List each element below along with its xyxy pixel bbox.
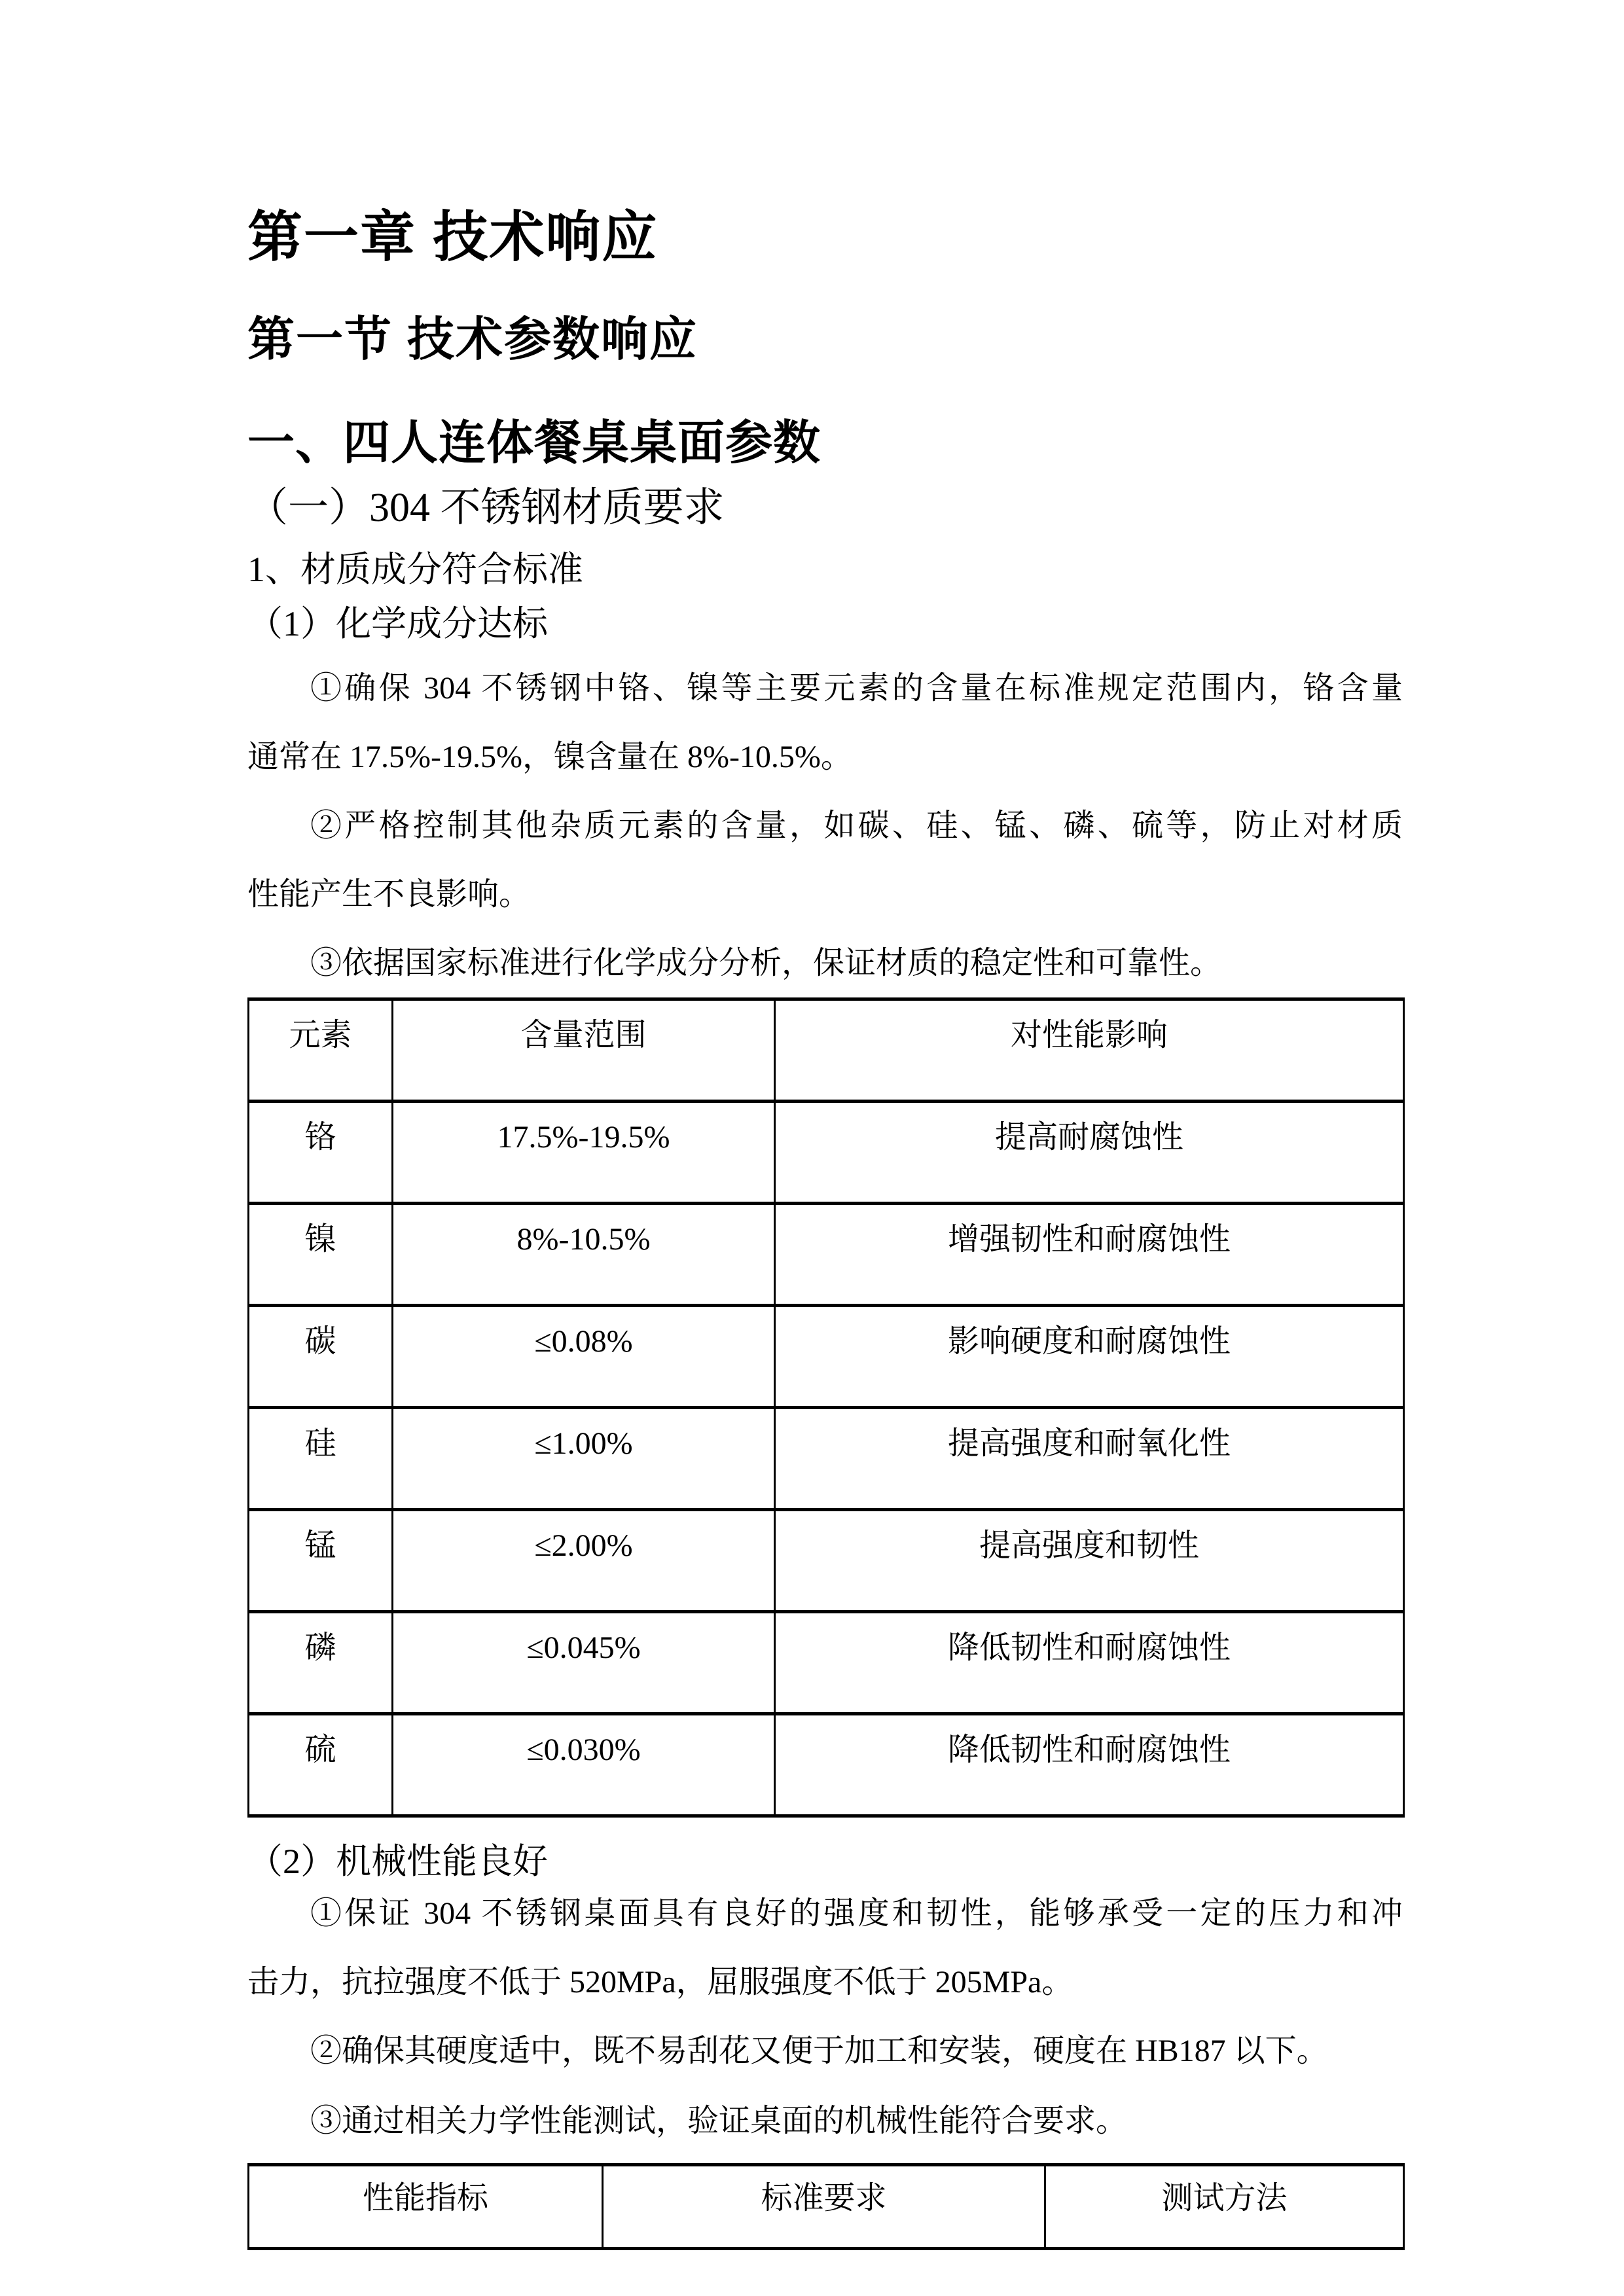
table-row xyxy=(249,1510,1404,1612)
cell-effect: 提高强度和韧性 xyxy=(775,1510,1404,1612)
section-title: 第一节 技术参数响应 xyxy=(247,314,698,366)
cell-element: 碳 xyxy=(249,1306,393,1408)
paragraph-line: 通常在 17.5%-19.5%，镍含量在 8%-10.5%。 xyxy=(247,740,852,774)
paragraph-hardness xyxy=(247,2017,1403,2085)
cell-element: 铬 xyxy=(249,1102,393,1204)
subsection-title: 一、四人连体餐桌桌面参数 xyxy=(247,417,821,469)
table-row xyxy=(249,1612,1404,1714)
cell-effect: 提高耐腐蚀性 xyxy=(775,1102,1404,1204)
paragraph-line: ②严格控制其他杂质元素的含量，如碳、硅、锰、磷、硫等，防止对材质 xyxy=(310,808,1403,843)
cell-effect: 增强韧性和耐腐蚀性 xyxy=(775,1204,1404,1306)
clause-title-mechanical: （2）机械性能良好 xyxy=(247,1842,548,1881)
mechanical-performance-table xyxy=(247,2163,1405,2250)
table-row xyxy=(249,1714,1404,1816)
cell-element: 硫 xyxy=(249,1714,393,1816)
paragraph-line: 击力，抗拉强度不低于 520MPa，屈服强度不低于 205MPa。 xyxy=(247,1965,1074,2000)
column-header-requirement: 标准要求 xyxy=(603,2165,1045,2249)
chemical-composition-table xyxy=(247,997,1405,1818)
cell-element: 硅 xyxy=(249,1408,393,1510)
table-header-row xyxy=(249,999,1404,1102)
clause-title-composition: 1、材质成分符合标准 xyxy=(247,550,583,589)
paragraph-line: 性能产生不良影响。 xyxy=(247,877,531,912)
paragraph-line: ①保证 304 不锈钢桌面具有良好的强度和韧性，能够承受一定的压力和冲 xyxy=(310,1896,1403,1931)
cell-effect: 降低韧性和耐腐蚀性 xyxy=(775,1714,1404,1816)
cell-effect: 提高强度和耐氧化性 xyxy=(775,1408,1404,1510)
cell-element: 镍 xyxy=(249,1204,393,1306)
page-content xyxy=(247,0,1403,2250)
paragraph-chromium-nickel xyxy=(247,654,1403,791)
table-row xyxy=(249,1204,1404,1306)
table-row xyxy=(249,1306,1404,1408)
cell-range: ≤2.00% xyxy=(393,1510,775,1612)
cell-range: ≤0.030% xyxy=(393,1714,775,1816)
cell-element: 锰 xyxy=(249,1510,393,1612)
clause-title-chemical: （1）化学成分达标 xyxy=(247,604,548,643)
column-header-method: 测试方法 xyxy=(1045,2165,1404,2249)
paragraph-line: ③依据国家标准进行化学成分分析，保证材质的稳定性和可靠性。 xyxy=(310,946,1222,980)
paragraph-line: ②确保其硬度适中，既不易刮花又便于加工和安装，硬度在 HB187 以下。 xyxy=(310,2034,1328,2068)
paragraph-impurity-control xyxy=(247,791,1403,929)
paragraph-line: ①确保 304 不锈钢中铬、镍等主要元素的含量在标准规定范围内，铬含量 xyxy=(310,671,1403,706)
cell-range: 8%-10.5% xyxy=(393,1204,775,1306)
cell-range: 17.5%-19.5% xyxy=(393,1102,775,1204)
column-header-range: 含量范围 xyxy=(393,999,775,1102)
chapter-title: 第一章 技术响应 xyxy=(247,206,659,268)
cell-range: ≤0.08% xyxy=(393,1306,775,1408)
paragraph-line: ③通过相关力学性能测试，验证桌面的机械性能符合要求。 xyxy=(310,2104,1128,2138)
column-header-indicator: 性能指标 xyxy=(249,2165,603,2249)
cell-element: 磷 xyxy=(249,1612,393,1714)
table-row xyxy=(249,1102,1404,1204)
table-header-row xyxy=(249,2165,1404,2249)
paragraph-mechanical-test xyxy=(247,2087,1403,2155)
cell-range: ≤1.00% xyxy=(393,1408,775,1510)
table-row xyxy=(249,1408,1404,1510)
cell-range: ≤0.045% xyxy=(393,1612,775,1714)
paragraph-strength-toughness xyxy=(247,1879,1403,2017)
item-title-304-steel: （一）304 不锈钢材质要求 xyxy=(247,486,725,530)
column-header-element: 元素 xyxy=(249,999,393,1102)
cell-effect: 降低韧性和耐腐蚀性 xyxy=(775,1612,1404,1714)
paragraph-national-standard xyxy=(247,929,1403,997)
column-header-effect: 对性能影响 xyxy=(775,999,1404,1102)
cell-effect: 影响硬度和耐腐蚀性 xyxy=(775,1306,1404,1408)
